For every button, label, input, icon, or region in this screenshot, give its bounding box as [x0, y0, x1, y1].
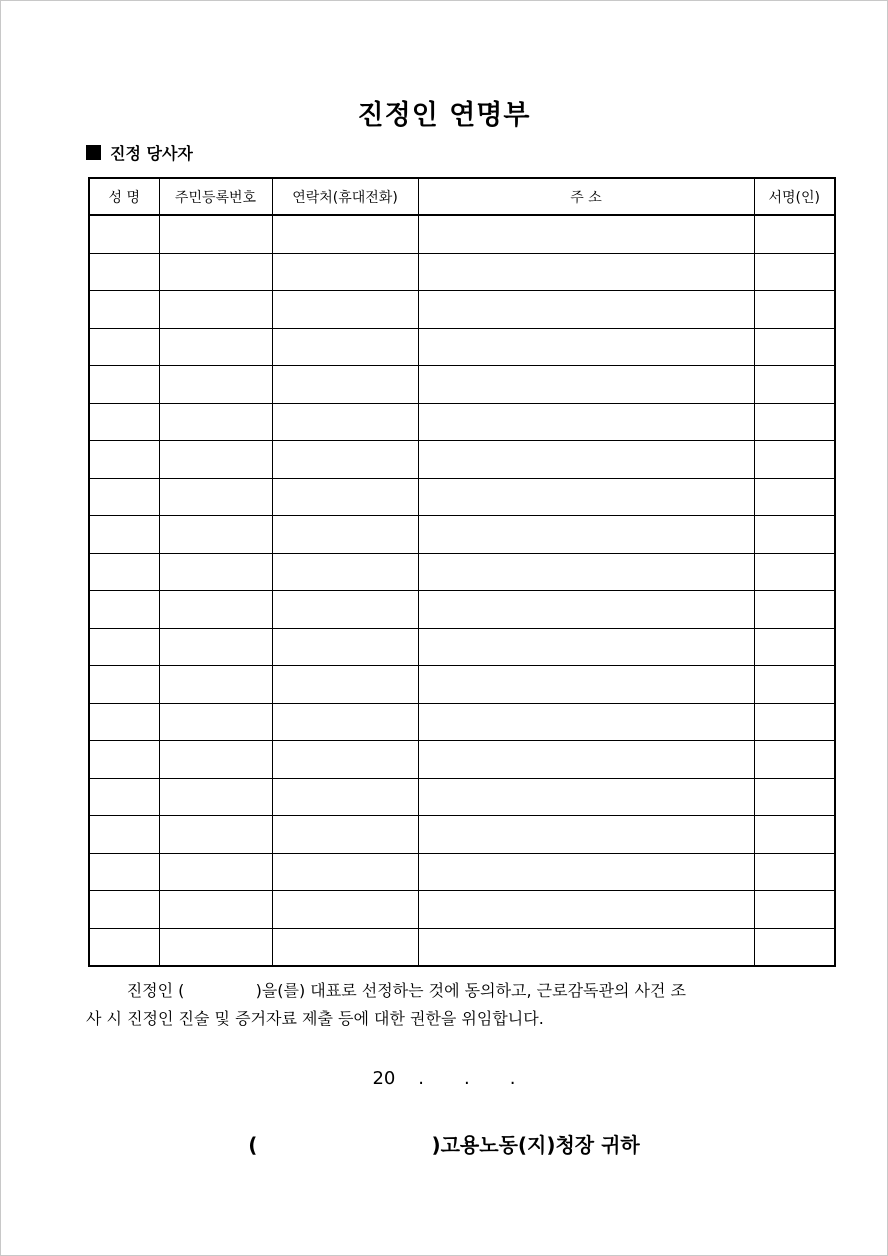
name-cell[interactable] — [89, 666, 159, 704]
signature-cell[interactable] — [754, 628, 835, 666]
name-cell[interactable] — [89, 328, 159, 366]
contact-cell[interactable] — [272, 816, 418, 854]
address-cell[interactable] — [418, 628, 754, 666]
contact-cell[interactable] — [272, 666, 418, 704]
address-cell[interactable] — [418, 403, 754, 441]
address-cell[interactable] — [418, 366, 754, 404]
address-cell[interactable] — [418, 516, 754, 554]
signature-cell[interactable] — [754, 928, 835, 966]
table-row — [89, 328, 835, 366]
address-cell[interactable] — [418, 741, 754, 779]
name-cell[interactable] — [89, 928, 159, 966]
address-cell[interactable] — [418, 328, 754, 366]
consent-paragraph — [86, 977, 816, 1033]
table-row — [89, 366, 835, 404]
contact-cell[interactable] — [272, 853, 418, 891]
resident-number-cell[interactable] — [159, 666, 272, 704]
name-cell[interactable] — [89, 591, 159, 629]
signature-cell[interactable] — [754, 591, 835, 629]
contact-cell[interactable] — [272, 253, 418, 291]
table-row — [89, 215, 835, 253]
name-cell[interactable] — [89, 628, 159, 666]
signature-cell[interactable] — [754, 291, 835, 329]
name-cell[interactable] — [89, 778, 159, 816]
signature-cell[interactable] — [754, 253, 835, 291]
header-address: 주 소 — [418, 178, 754, 215]
table-row — [89, 553, 835, 591]
address-cell[interactable] — [418, 891, 754, 929]
contact-cell[interactable] — [272, 328, 418, 366]
contact-cell[interactable] — [272, 478, 418, 516]
table-row — [89, 478, 835, 516]
signature-cell[interactable] — [754, 816, 835, 854]
resident-number-cell[interactable] — [159, 403, 272, 441]
resident-number-cell[interactable] — [159, 591, 272, 629]
name-cell[interactable] — [89, 703, 159, 741]
table-row — [89, 666, 835, 704]
contact-cell[interactable] — [272, 291, 418, 329]
address-cell[interactable] — [418, 591, 754, 629]
table-row — [89, 253, 835, 291]
addressee-line: ( )고용노동(지)청장 귀하 — [248, 1133, 640, 1157]
address-cell[interactable] — [418, 928, 754, 966]
resident-number-cell[interactable] — [159, 291, 272, 329]
signature-cell[interactable] — [754, 891, 835, 929]
consent-line-2: 사 시 진정인 진술 및 증거자료 제출 등에 대한 권한을 위임합니다. — [86, 1009, 544, 1028]
table-row — [89, 703, 835, 741]
resident-number-cell[interactable] — [159, 628, 272, 666]
contact-cell[interactable] — [272, 778, 418, 816]
signature-cell[interactable] — [754, 441, 835, 479]
address-cell[interactable] — [418, 291, 754, 329]
table-row — [89, 441, 835, 479]
header-contact: 연락처(휴대전화) — [272, 178, 418, 215]
name-cell[interactable] — [89, 253, 159, 291]
table-row — [89, 516, 835, 554]
address-cell[interactable] — [418, 215, 754, 253]
name-cell[interactable] — [89, 853, 159, 891]
name-cell[interactable] — [89, 291, 159, 329]
name-cell[interactable] — [89, 478, 159, 516]
contact-cell[interactable] — [272, 403, 418, 441]
table-header-row — [89, 178, 835, 215]
resident-number-cell[interactable] — [159, 553, 272, 591]
signature-cell[interactable] — [754, 666, 835, 704]
table-row — [89, 816, 835, 854]
name-cell[interactable] — [89, 891, 159, 929]
resident-number-cell[interactable] — [159, 253, 272, 291]
section-heading — [86, 141, 193, 164]
name-cell[interactable] — [89, 553, 159, 591]
table-row — [89, 853, 835, 891]
signature-cell[interactable] — [754, 516, 835, 554]
resident-number-cell[interactable] — [159, 741, 272, 779]
table-row — [89, 628, 835, 666]
resident-number-cell[interactable] — [159, 215, 272, 253]
signature-cell[interactable] — [754, 215, 835, 253]
black-square-bullet-icon — [86, 145, 101, 160]
table-row — [89, 403, 835, 441]
contact-cell[interactable] — [272, 891, 418, 929]
header-signature: 서명(인) — [754, 178, 835, 215]
address-cell[interactable] — [418, 253, 754, 291]
table-row — [89, 928, 835, 966]
consent-line-1: 진정인 ( )을(를) 대표로 선정하는 것에 동의하고, 근로감독관의 사건 조 — [86, 981, 686, 1000]
name-cell[interactable] — [89, 215, 159, 253]
name-cell[interactable] — [89, 741, 159, 779]
header-name: 성 명 — [89, 178, 159, 215]
signature-cell[interactable] — [754, 703, 835, 741]
name-cell[interactable] — [89, 366, 159, 404]
header-resident-number: 주민등록번호 — [159, 178, 272, 215]
table-row — [89, 891, 835, 929]
resident-number-cell[interactable] — [159, 853, 272, 891]
signature-cell[interactable] — [754, 741, 835, 779]
contact-cell[interactable] — [272, 553, 418, 591]
contact-cell[interactable] — [272, 741, 418, 779]
name-cell[interactable] — [89, 816, 159, 854]
resident-number-cell[interactable] — [159, 366, 272, 404]
address-cell[interactable] — [418, 441, 754, 479]
contact-cell[interactable] — [272, 703, 418, 741]
contact-cell[interactable] — [272, 628, 418, 666]
petitioner-table — [88, 177, 836, 967]
resident-number-cell[interactable] — [159, 816, 272, 854]
contact-cell[interactable] — [272, 215, 418, 253]
document-title: 진정인 연명부 — [357, 100, 531, 131]
resident-number-cell[interactable] — [159, 891, 272, 929]
address-cell[interactable] — [418, 666, 754, 704]
date-line: 20 . . . — [372, 1068, 516, 1089]
address-cell[interactable] — [418, 478, 754, 516]
table-row — [89, 778, 835, 816]
resident-number-cell[interactable] — [159, 778, 272, 816]
address-cell[interactable] — [418, 553, 754, 591]
signature-cell[interactable] — [754, 553, 835, 591]
address-cell[interactable] — [418, 778, 754, 816]
resident-number-cell[interactable] — [159, 928, 272, 966]
resident-number-cell[interactable] — [159, 441, 272, 479]
resident-number-cell[interactable] — [159, 516, 272, 554]
table-row — [89, 591, 835, 629]
address-cell[interactable] — [418, 703, 754, 741]
contact-cell[interactable] — [272, 516, 418, 554]
resident-number-cell[interactable] — [159, 328, 272, 366]
section-label: 진정 당사자 — [110, 144, 193, 163]
signature-cell[interactable] — [754, 853, 835, 891]
address-cell[interactable] — [418, 853, 754, 891]
signature-cell[interactable] — [754, 478, 835, 516]
name-cell[interactable] — [89, 516, 159, 554]
contact-cell[interactable] — [272, 441, 418, 479]
name-cell[interactable] — [89, 441, 159, 479]
contact-cell[interactable] — [272, 591, 418, 629]
contact-cell[interactable] — [272, 366, 418, 404]
signature-cell[interactable] — [754, 403, 835, 441]
signature-cell[interactable] — [754, 778, 835, 816]
signature-cell[interactable] — [754, 328, 835, 366]
contact-cell[interactable] — [272, 928, 418, 966]
address-cell[interactable] — [418, 816, 754, 854]
table-row — [89, 741, 835, 779]
signature-cell[interactable] — [754, 366, 835, 404]
resident-number-cell[interactable] — [159, 478, 272, 516]
table-row — [89, 291, 835, 329]
resident-number-cell[interactable] — [159, 703, 272, 741]
name-cell[interactable] — [89, 403, 159, 441]
